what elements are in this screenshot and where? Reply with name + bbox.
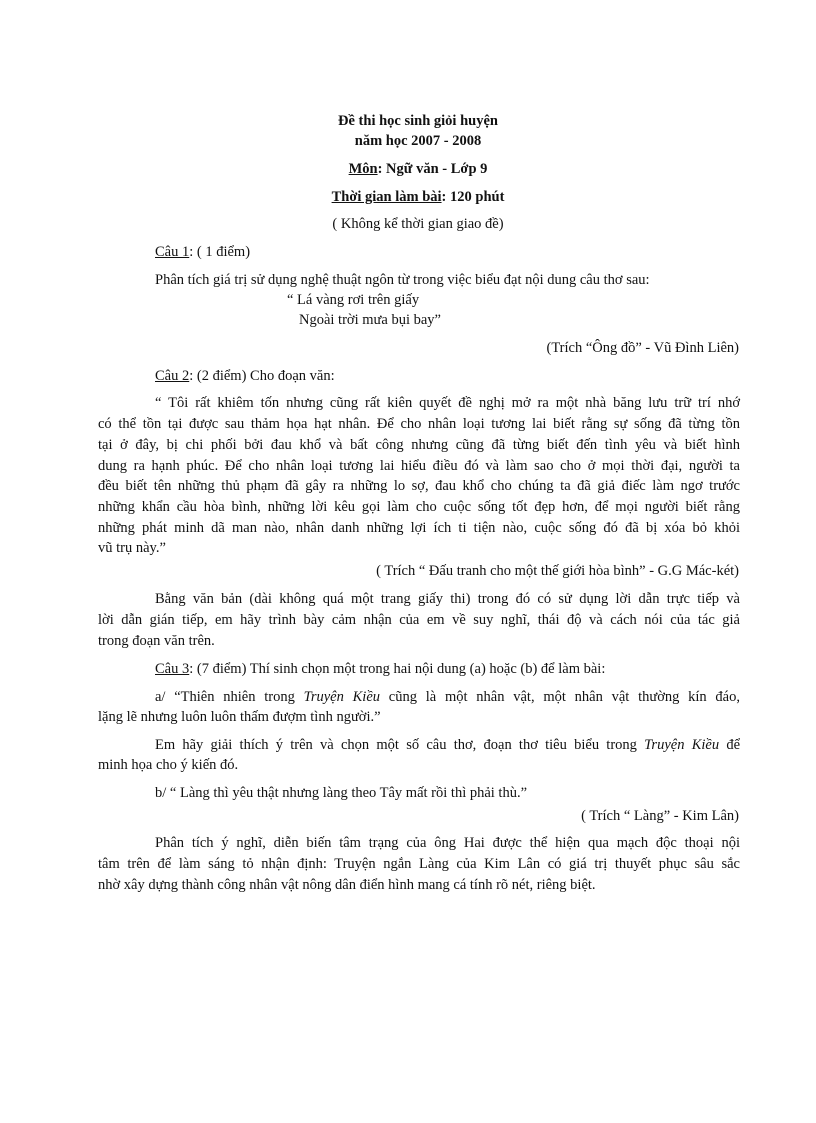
- q2-passage-line: đều biết tên những thủ phạm đã gây ra những lo sợ, đau khổ cho chúng ta đã giả điếc làm ngơ trước: [98, 478, 740, 494]
- q3-option-b: b/ “ Làng thì yêu thật nhưng làng theo Tây mất rồi thì phải thù.”: [155, 785, 528, 801]
- q3-explain-line2: minh họa cho ý kiến đó.: [98, 757, 239, 773]
- q3-option-a-line2: lặng lẽ nhưng luôn luôn thấm đượm tình người.”: [98, 709, 381, 725]
- q2-passage-line: “ Tôi rất khiêm tốn nhưng cũng rất kiên quyết đề nghị mở ra một nhà băng lưu trữ trí nhớ: [155, 395, 740, 411]
- q2-passage-line: những khẩn cầu hòa bình, những lời kêu gọi làm cho cuộc sống tốt đẹp hơn, để mọi người biết rằng: [98, 499, 740, 515]
- time-line: [0, 187, 816, 207]
- q2-passage-line: vũ trụ này.”: [98, 540, 166, 556]
- q3-explain-work: Truyện Kiều: [644, 737, 720, 753]
- q2-task-line: trong đoạn văn trên.: [98, 633, 215, 649]
- time-note: ( Không kể thời gian giao đề): [332, 216, 504, 232]
- q1-verse-2: Ngoài trời mưa bụi bay”: [299, 312, 441, 328]
- q2-passage-line: dung ra hạnh phúc. Để cho nhân loại tương lai hiểu điều đó và làm sao cho ở mọi thời đại, người ta: [98, 458, 740, 474]
- q3-explain: [155, 735, 740, 755]
- q3-a-prefix: a/ “Thiên nhiên trong: [155, 689, 304, 705]
- subject-line: [0, 159, 816, 179]
- q1-points: : ( 1 điểm): [189, 244, 251, 260]
- q3-option-a: [155, 687, 740, 707]
- q3-label: Câu 3: [155, 661, 190, 677]
- time-label: Thời gian làm bài: [331, 189, 442, 205]
- q1-prompt: Phân tích giá trị sử dụng nghệ thuật ngôn từ trong việc biểu đạt nội dung câu thơ sau:: [155, 272, 650, 288]
- exam-title: Đề thi học sinh giỏi huyện: [338, 113, 498, 129]
- q2-heading: [155, 366, 335, 386]
- q2-points: : (2 điểm) Cho đoạn văn:: [189, 368, 335, 384]
- q1-heading: [155, 242, 250, 262]
- q3-analysis-line: Phân tích ý nghĩ, diễn biến tâm trạng của ông Hai được thể hiện qua mạch độc thoại nội: [155, 835, 740, 851]
- q2-task-line: Bằng văn bản (dài không quá một trang giấy thi) trong đó có sử dụng lời dẫn trực tiếp và: [155, 591, 740, 607]
- q1-label: Câu 1: [155, 244, 190, 260]
- q2-label: Câu 2: [155, 368, 190, 384]
- q1-source: (Trích “Ông đồ” - Vũ Đình Liên): [546, 340, 739, 356]
- q3-analysis-line: nhờ xây dựng thành công nhân vật nông dân điển hình mang cá tính rõ nét, riêng biệt.: [98, 877, 596, 893]
- q2-task-line: lời dẫn gián tiếp, em hãy trình bày cảm nhận của em về suy nghĩ, thái độ và cách nói của tác giả: [98, 612, 740, 628]
- q3-analysis-line: tâm trên để làm sáng tỏ nhận định: Truyện ngắn Làng của Kim Lân có giá trị thuyết phục sâu sắc: [98, 856, 740, 872]
- q3-points: : (7 điểm) Thí sinh chọn một trong hai nội dung (a) hoặc (b) để làm bài:: [189, 661, 606, 677]
- q3-a-rest: cũng là một nhân vật, một nhân vật thường kín đáo,: [380, 689, 740, 705]
- time-value: : 120 phút: [441, 189, 505, 205]
- q3-b-source: ( Trích “ Làng” - Kim Lân): [581, 808, 739, 824]
- school-year: năm học 2007 - 2008: [354, 133, 482, 149]
- q2-passage-line: tại ở đây, bị chi phối bởi đau khổ và bất công nhưng cũng đã từng biết đến tình yêu và biết hình: [98, 437, 740, 453]
- q3-explain-prefix: Em hãy giải thích ý trên và chọn một số câu thơ, đoạn thơ tiêu biểu trong: [155, 737, 645, 753]
- q2-passage-line: những phát minh dã man nào, nhân danh những lợi ích ti tiện nào, cuộc sống đó đã bị xóa bỏ khỏi: [98, 520, 740, 536]
- q3-explain-suffix: để: [719, 737, 741, 753]
- subject-value: : Ngữ văn - Lớp 9: [377, 161, 488, 177]
- q3-a-work: Truyện Kiều: [303, 689, 381, 705]
- q1-verse-1: “ Lá vàng rơi trên giấy: [287, 292, 420, 308]
- q3-heading: [155, 659, 605, 679]
- q2-passage-line: có thể tồn tại được sau thảm họa hạt nhân. Để cho nhân loại tương lai biết rằng sự sống đã từng tồn: [98, 416, 740, 432]
- subject-label: Môn: [348, 161, 378, 177]
- q2-source: ( Trích “ Đấu tranh cho một thế giới hòa bình” - G.G Mác-két): [376, 563, 739, 579]
